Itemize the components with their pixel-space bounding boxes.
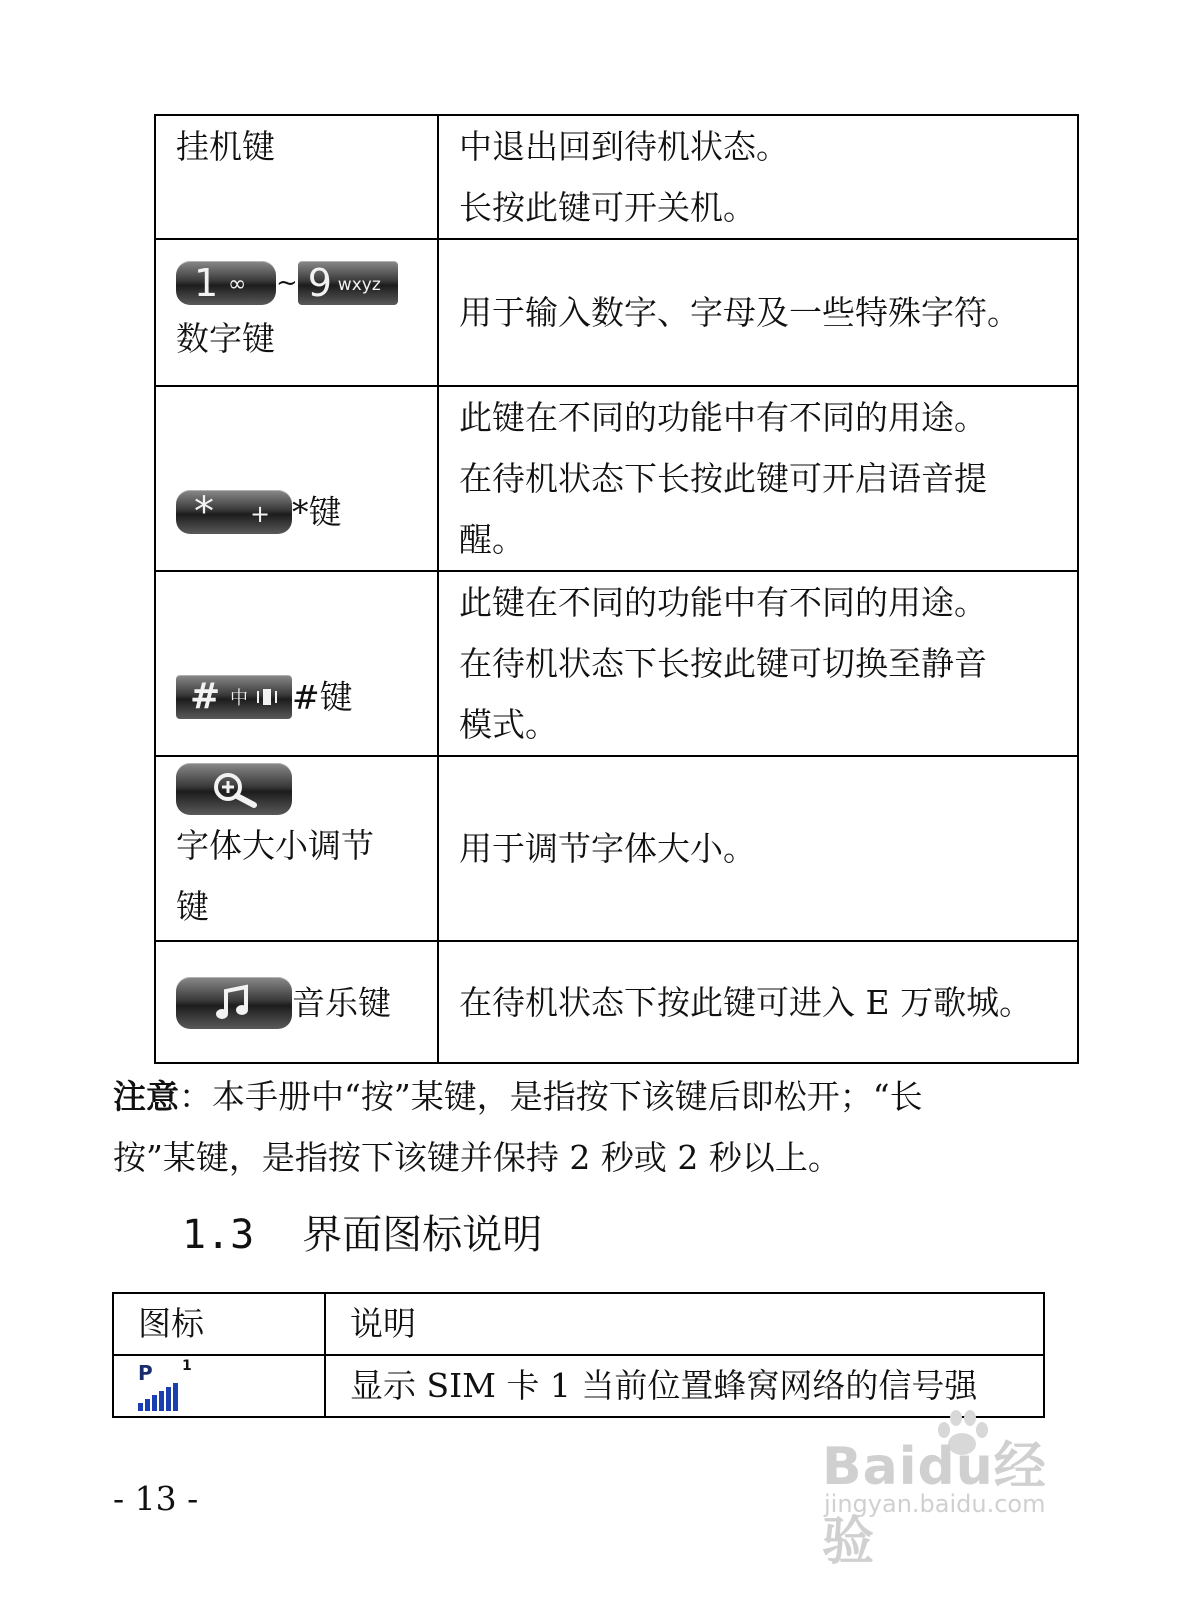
key-desc-line: 醒。 bbox=[459, 520, 525, 559]
key-name-cell bbox=[155, 756, 438, 941]
key-desc-line: 在待机状态下长按此键可切换至静音 bbox=[459, 644, 987, 683]
hash-key-icon: # 中 bbox=[176, 675, 292, 719]
key-desc-line: 在待机状态下长按此键可开启语音提 bbox=[459, 459, 987, 498]
key-name-cell bbox=[155, 239, 438, 386]
table-row bbox=[155, 941, 1078, 1063]
table-row bbox=[155, 239, 1078, 386]
number-key-1-icon: 1 ∞ bbox=[176, 261, 276, 305]
star-key-icon: * + bbox=[176, 490, 292, 534]
table-row bbox=[155, 756, 1078, 941]
table-row bbox=[155, 571, 1078, 756]
key-desc-line: 中退出回到待机状态。 bbox=[459, 127, 789, 166]
column-header: 说明 bbox=[325, 1293, 1044, 1355]
icon-desc: 显示 SIM 卡 1 当前位置蜂窝网络的信号强 bbox=[325, 1355, 1044, 1417]
key-name-cell bbox=[155, 386, 438, 571]
music-key-icon bbox=[176, 977, 292, 1029]
number-key-9-icon: 9 wxyz bbox=[298, 261, 398, 305]
watermark-brand: Baidu经验 bbox=[822, 1437, 1047, 1572]
key-desc-cell bbox=[438, 941, 1078, 1063]
key-name-cell bbox=[155, 115, 438, 239]
table-row bbox=[155, 386, 1078, 571]
key-desc-line: 此键在不同的功能中有不同的用途。 bbox=[459, 583, 987, 622]
key-desc-cell bbox=[438, 756, 1078, 941]
key-range-separator: ~ bbox=[276, 268, 298, 298]
table-row bbox=[155, 115, 1078, 239]
key-name: 字体大小调节 bbox=[176, 826, 374, 865]
key-desc-line: 此键在不同的功能中有不同的用途。 bbox=[459, 398, 987, 437]
key-name: 音乐键 bbox=[292, 983, 391, 1023]
table-header-row bbox=[113, 1293, 1044, 1355]
key-desc-cell bbox=[438, 571, 1078, 756]
note-paragraph bbox=[113, 1066, 1043, 1188]
signal-strength-sim1-icon: P 1 bbox=[138, 1363, 198, 1413]
key-name-cell bbox=[155, 571, 438, 756]
key-desc-line: 用于输入数字、字母及一些特殊字符。 bbox=[459, 293, 1020, 332]
key-name: 键 bbox=[176, 887, 209, 926]
key-desc-line: 长按此键可开关机。 bbox=[459, 188, 756, 227]
note-text: ：本手册中“按”某键，是指按下该键后即松开；“长 bbox=[179, 1077, 923, 1116]
key-desc-line: 模式。 bbox=[459, 705, 558, 744]
key-name: *键 bbox=[292, 492, 342, 531]
key-name: 数字键 bbox=[176, 319, 275, 358]
section-title: 界面图标说明 bbox=[302, 1212, 543, 1258]
column-header: 图标 bbox=[113, 1293, 325, 1355]
section-number: 1.3 bbox=[182, 1212, 255, 1258]
interface-icon-table bbox=[112, 1292, 1045, 1418]
key-desc-line: 用于调节字体大小。 bbox=[459, 829, 756, 868]
key-name: #键 bbox=[292, 677, 353, 716]
icon-cell bbox=[113, 1355, 325, 1417]
zoom-key-icon bbox=[176, 763, 292, 815]
key-desc-cell bbox=[438, 239, 1078, 386]
vibrate-icon bbox=[254, 687, 280, 707]
key-desc-cell bbox=[438, 115, 1078, 239]
note-text: 按”某键，是指按下该键并保持 2 秒或 2 秒以上。 bbox=[113, 1138, 841, 1177]
key-desc-cell bbox=[438, 386, 1078, 571]
key-name: 挂机键 bbox=[176, 127, 275, 166]
page-number: - 13 - bbox=[113, 1479, 199, 1518]
key-desc-line: 在待机状态下按此键可进入 E 万歌城。 bbox=[459, 982, 1033, 1022]
note-label: 注意 bbox=[113, 1077, 179, 1116]
baidu-watermark bbox=[822, 1404, 1092, 1572]
key-name-cell bbox=[155, 941, 438, 1063]
section-heading bbox=[182, 1205, 542, 1265]
key-function-table bbox=[154, 114, 1079, 1064]
watermark-url: jingyan.baidu.com bbox=[824, 1490, 1046, 1518]
